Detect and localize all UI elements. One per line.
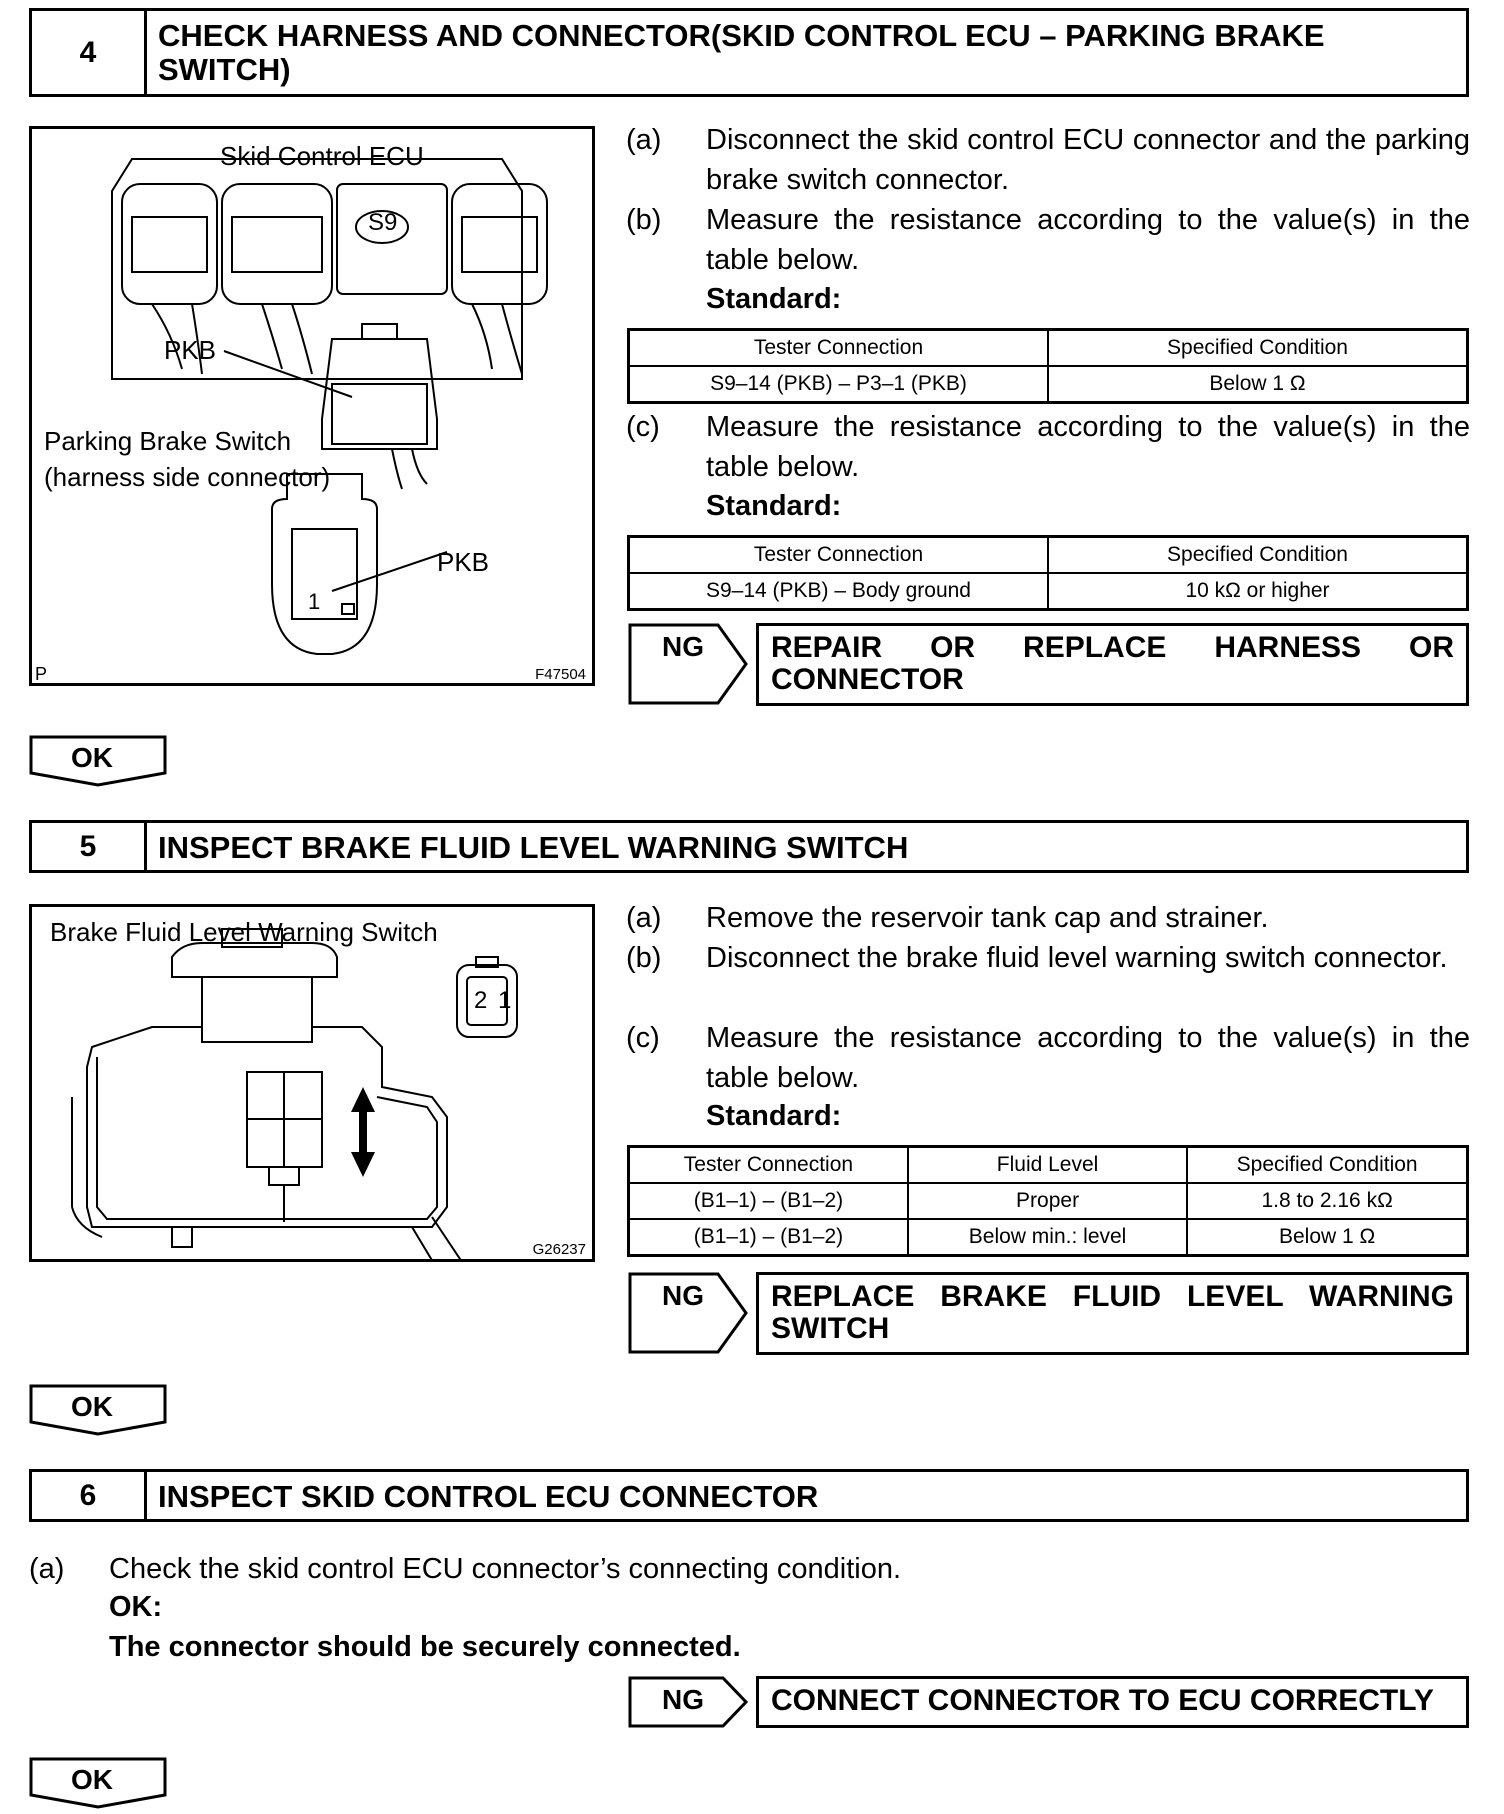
step-4-para-c [626, 407, 1470, 487]
skid-control-ecu-label: Skid Control ECU [220, 141, 424, 171]
para-text: Measure the resistance according to the value(s) in the table below. [706, 1022, 1470, 1094]
standard-label: Standard: [706, 490, 842, 522]
table-cell: S9–14 (PKB) – P3–1 (PKB) [629, 366, 1049, 403]
table-header: Tester Connection [629, 537, 1049, 574]
terminal-1-label: 1 [308, 589, 321, 614]
ok-label: OK [71, 1764, 113, 1795]
para-label: (b) [626, 942, 662, 974]
ng-label: NG [662, 1684, 704, 1715]
step-5-para-a [626, 898, 1470, 938]
step-4-table-2 [627, 535, 1469, 611]
table-cell: Below 1 Ω [1048, 366, 1468, 403]
step-title: INSPECT BRAKE FLUID LEVEL WARNING SWITCH [158, 830, 909, 865]
step-4-para-b [626, 200, 1470, 280]
para-text: Measure the resistance according to the value(s) in the table below. [706, 204, 1470, 276]
table-cell: Below min.: level [908, 1219, 1187, 1256]
pkb-label-bottom: PKB [437, 547, 490, 577]
ng-arrow-badge [628, 623, 748, 705]
table-header: Specified Condition [1048, 537, 1468, 574]
step-number: 5 [32, 823, 147, 870]
step-title: INSPECT SKID CONTROL ECU CONNECTOR [158, 1479, 819, 1514]
ng-label: NG [662, 631, 704, 662]
step-5-para-c [626, 1018, 1470, 1098]
standard-label: Standard: [706, 1100, 842, 1132]
para-text: Disconnect the skid control ECU connector and the parking brake switch connector. [706, 124, 1470, 196]
reservoir-illustration [32, 907, 592, 1259]
step-4-header [29, 8, 1469, 97]
ok-arrow-badge [29, 1757, 169, 1809]
ng-arrow-badge [628, 1272, 748, 1354]
table-header: Specified Condition [1187, 1147, 1467, 1184]
para-label: (c) [626, 1022, 660, 1054]
para-text: Disconnect the brake fluid level warning switch connector. [706, 942, 1448, 974]
harness-side-connector-label: (harness side connector) [44, 462, 331, 492]
table-cell: (B1–1) – (B1–2) [629, 1183, 908, 1219]
step-number: 6 [32, 1472, 147, 1519]
step-6-para-a [29, 1549, 1469, 1589]
para-text: Check the skid control ECU connector’s connecting condition. [109, 1553, 902, 1585]
table-header: Tester Connection [629, 330, 1049, 367]
ok-arrow-badge [29, 1384, 169, 1436]
parking-brake-switch-label: Parking Brake Switch [44, 426, 292, 456]
ok-heading: OK: [109, 1591, 163, 1623]
table-header: Tester Connection [629, 1147, 908, 1184]
ok-arrow-badge [29, 735, 169, 787]
brake-fluid-switch-label: Brake Fluid Level Warning Switch [50, 917, 438, 947]
standard-label: Standard: [706, 283, 842, 315]
step-6-header [29, 1469, 1469, 1522]
step-4-figure [29, 126, 595, 686]
table-cell: Proper [908, 1183, 1187, 1219]
connector-pin-1: 1 [498, 987, 512, 1014]
step-5-para-b [626, 938, 1470, 1018]
para-label: (a) [626, 124, 662, 156]
s9-connector-label: S9 [368, 209, 398, 236]
table-cell: S9–14 (PKB) – Body ground [629, 573, 1049, 610]
para-label: (b) [626, 204, 662, 236]
table-cell: 10 kΩ or higher [1048, 573, 1468, 610]
pkb-label-top: PKB [164, 335, 217, 365]
table-header: Fluid Level [908, 1147, 1187, 1184]
para-label: (a) [626, 902, 662, 934]
ng-action: REPLACE BRAKE FLUID LEVEL WARNING SWITCH [756, 1272, 1469, 1355]
para-label: (a) [29, 1553, 65, 1585]
ng-arrow-badge [628, 1676, 748, 1728]
figure-corner-mark: P [35, 664, 48, 684]
ng-action: CONNECT CONNECTOR TO ECU CORRECTLY [756, 1676, 1469, 1728]
connector-pin-2: 2 [474, 987, 488, 1014]
ok-statement: The connector should be securely connected. [109, 1631, 741, 1663]
ok-label: OK [71, 1391, 113, 1422]
para-label: (c) [626, 411, 660, 443]
ok-label: OK [71, 742, 113, 773]
step-5-figure [29, 904, 595, 1262]
ng-action: REPAIR OR REPLACE HARNESS OR CONNECTOR [756, 623, 1469, 706]
step-number: 4 [32, 11, 147, 94]
para-text: Measure the resistance according to the value(s) in the table below. [706, 411, 1470, 483]
step-4-table-1 [627, 328, 1469, 404]
table-cell: Below 1 Ω [1187, 1219, 1467, 1256]
table-cell: (B1–1) – (B1–2) [629, 1219, 908, 1256]
ng-label: NG [662, 1280, 704, 1311]
figure-code: G26237 [532, 1241, 586, 1258]
table-header: Specified Condition [1048, 330, 1468, 367]
figure-code: F47504 [535, 666, 586, 683]
step-5-header [29, 820, 1469, 873]
step-title: CHECK HARNESS AND CONNECTOR(SKID CONTROL ECU – PARKING BRAKE SWITCH) [158, 18, 1325, 87]
para-text: Remove the reservoir tank cap and strainer. [706, 902, 1269, 934]
step-4-para-a [626, 120, 1470, 200]
table-cell: 1.8 to 2.16 kΩ [1187, 1183, 1467, 1219]
step-5-table [627, 1145, 1469, 1257]
